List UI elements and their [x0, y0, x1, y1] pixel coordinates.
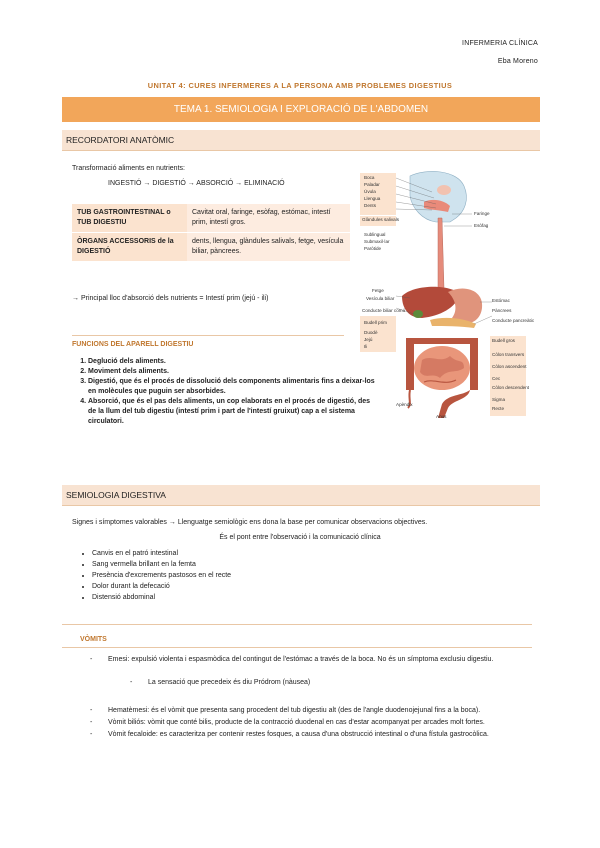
vomits-sub-list [130, 678, 510, 688]
dash-marker: - [90, 707, 93, 714]
table-cell-label: TUB GASTROINTESTINAL o TUB DIGESTIU [72, 204, 187, 233]
list-item: 4. Absorció, que és el pas dels aliments, un cop elaborats en el procés de digestió, des de la llum del tub digestiu (intestí prim i part de l'intestí gruixut) cap a el sistema circulatori. [88, 397, 378, 427]
label-esofag: Esòfag [474, 223, 489, 228]
vomit-fecaloide-text: Vòmit fecaloide: es caracteritza per contenir restes fosques, a causa d'una obstrucció intestinal o d'una fístula gastrocòlica. [108, 731, 489, 738]
label-ili: Ili [364, 344, 368, 349]
list-item [90, 706, 530, 716]
author-name: Eba Moreno [497, 58, 538, 65]
label-estomac: Estómac [492, 298, 510, 303]
section-divider [62, 150, 540, 151]
vomits-title: VÒMITS [80, 636, 107, 643]
anatomy-flow: INGESTIÓ → DIGESTIÓ → ABSORCIÓ → ELIMINACIÓ [108, 180, 285, 187]
label-dents: Dents [364, 203, 377, 208]
label-faringe: Faringe [474, 211, 490, 216]
label-llengua: Llengua [364, 196, 381, 201]
label-conducte-pancreatic: Conducte pancreàtic [492, 318, 535, 323]
list-item: • Sang vermella brillant en la femta [92, 559, 392, 570]
label-parotide: Paròtide [364, 246, 382, 251]
semiology-sub: És el pont entre l'observació i la comunicació clínica [219, 534, 381, 541]
functions-title: FUNCIONS DEL APARELL DIGESTIU [72, 341, 194, 348]
label-colon-ascendent: Còlon ascendent [492, 364, 527, 369]
label-anus: Anus [436, 414, 447, 419]
label-budell-gros: Budell gros [492, 338, 515, 343]
label-cec: Cec [492, 376, 501, 381]
label-conducte: Conducte biliar comú [362, 308, 406, 313]
label-sublingual: Sublingual [364, 232, 386, 237]
dash-marker: - [130, 679, 133, 686]
label-jeju: Jejú [364, 337, 373, 342]
label-vesicula: Vesícula biliar [366, 296, 395, 301]
vomit-bilios-text: Vòmit biliós: vòmit que conté bilis, producte de la contracció duodenal en cas d'estar acompanyat per arcades molt fortes. [108, 719, 485, 726]
table-cell-label: ÒRGANS ACCESSORIS de la DIGESTIÓ [72, 233, 187, 262]
list-item: • Dolor durant la defecació [92, 581, 392, 592]
label-recte: Recte [492, 406, 505, 411]
unit-title: UNITAT 4: CURES INFERMERES A LA PERSONA AMB PROBLEMES DIGESTIUS [147, 81, 453, 90]
label-paladar: Paladar [364, 182, 380, 187]
course-title: INFERMERIA CLÍNICA [462, 40, 538, 47]
list-item: 2. Moviment dels aliments. [88, 367, 378, 377]
label-fetge: Fetge [372, 288, 384, 293]
vomits-divider-top [62, 624, 532, 625]
list-item [90, 730, 530, 740]
anatomy-table [72, 204, 350, 261]
functions-divider [72, 335, 344, 336]
absorption-note: → Principal lloc d'absorció dels nutrients = Intestí prim (jejú - ili) [72, 295, 269, 302]
label-duode: Duodè [364, 330, 378, 335]
label-submaxillar: Submaxil·lar [364, 239, 390, 244]
section-divider [62, 505, 540, 506]
label-boca: Boca [364, 175, 375, 180]
label-glandules: Glàndules salivals [362, 217, 400, 222]
dash-marker: - [90, 731, 93, 738]
list-item: • Distensió abdominal [92, 592, 392, 603]
emesi-text: Emesi: expulsió violenta i espasmòdica del contingut de l'estómac a través de la boca. No és un símptoma exclusiu digestiu. [108, 656, 494, 663]
label-apendix: Apèndix [396, 402, 413, 407]
list-item: 3. Digestió, que és el procés de dissolució dels components alimentaris fins a deixar-los en molècules que puguin ser absorbides. [88, 377, 378, 397]
list-item [90, 655, 530, 665]
topic-banner: TEMA 1. SEMIOLOGIA I EXPLORACIÓ DE L'ABDOMEN [62, 97, 540, 122]
list-item: • Presència d'excrements pastosos en el recte [92, 570, 392, 581]
functions-list [62, 357, 378, 427]
semiology-intro: Signes i símptomes valorables → Llenguatge semiològic ens dona la base per comunicar observacions objectives. [72, 519, 428, 526]
list-item: 1. Deglució dels aliments. [88, 357, 378, 367]
table-row [72, 204, 350, 233]
vomits-types-list [90, 706, 530, 740]
section-title-semiology: SEMIOLOGIA DIGESTIVA [66, 490, 166, 500]
label-sigma: Sigma [492, 397, 506, 402]
list-item [130, 678, 510, 688]
list-item [90, 718, 530, 728]
digestive-system-figure [352, 168, 535, 423]
anatomy-intro: Transformació aliments en nutrients: [72, 165, 185, 172]
list-item: • Canvis en el patró intestinal [92, 548, 392, 559]
label-colon-transvers: Còlon transvers [492, 352, 525, 357]
vomits-emesi-list [90, 655, 530, 665]
section-title-anatomy: RECORDATORI ANATÒMIC [66, 135, 175, 145]
dash-marker: - [90, 719, 93, 726]
label-budell: Budell prim [364, 320, 387, 325]
signs-list [68, 548, 392, 603]
dash-marker: - [90, 656, 93, 663]
prodrom-text: La sensació que precedeix és diu Pródrom (nàusea) [148, 679, 311, 686]
table-cell-content: dents, llengua, glàndules salivals, fetge, vesícula biliar, pàncrees. [187, 233, 350, 262]
hematemesi-text: Hematèmesi: és el vòmit que presenta sang procedent del tub digestiu alt (des de l'angle duodenojejunal fins a la boca). [108, 707, 481, 714]
label-colon-descendent: Còlon descendent [492, 385, 530, 390]
table-row [72, 233, 350, 262]
table-cell-content: Cavitat oral, faringe, esòfag, estómac, intestí prim, intestí gros. [187, 204, 350, 233]
vomits-divider-bottom [62, 647, 532, 648]
label-uvula: Úvula [364, 189, 376, 194]
label-pancrees: Pàncrees [492, 308, 512, 313]
